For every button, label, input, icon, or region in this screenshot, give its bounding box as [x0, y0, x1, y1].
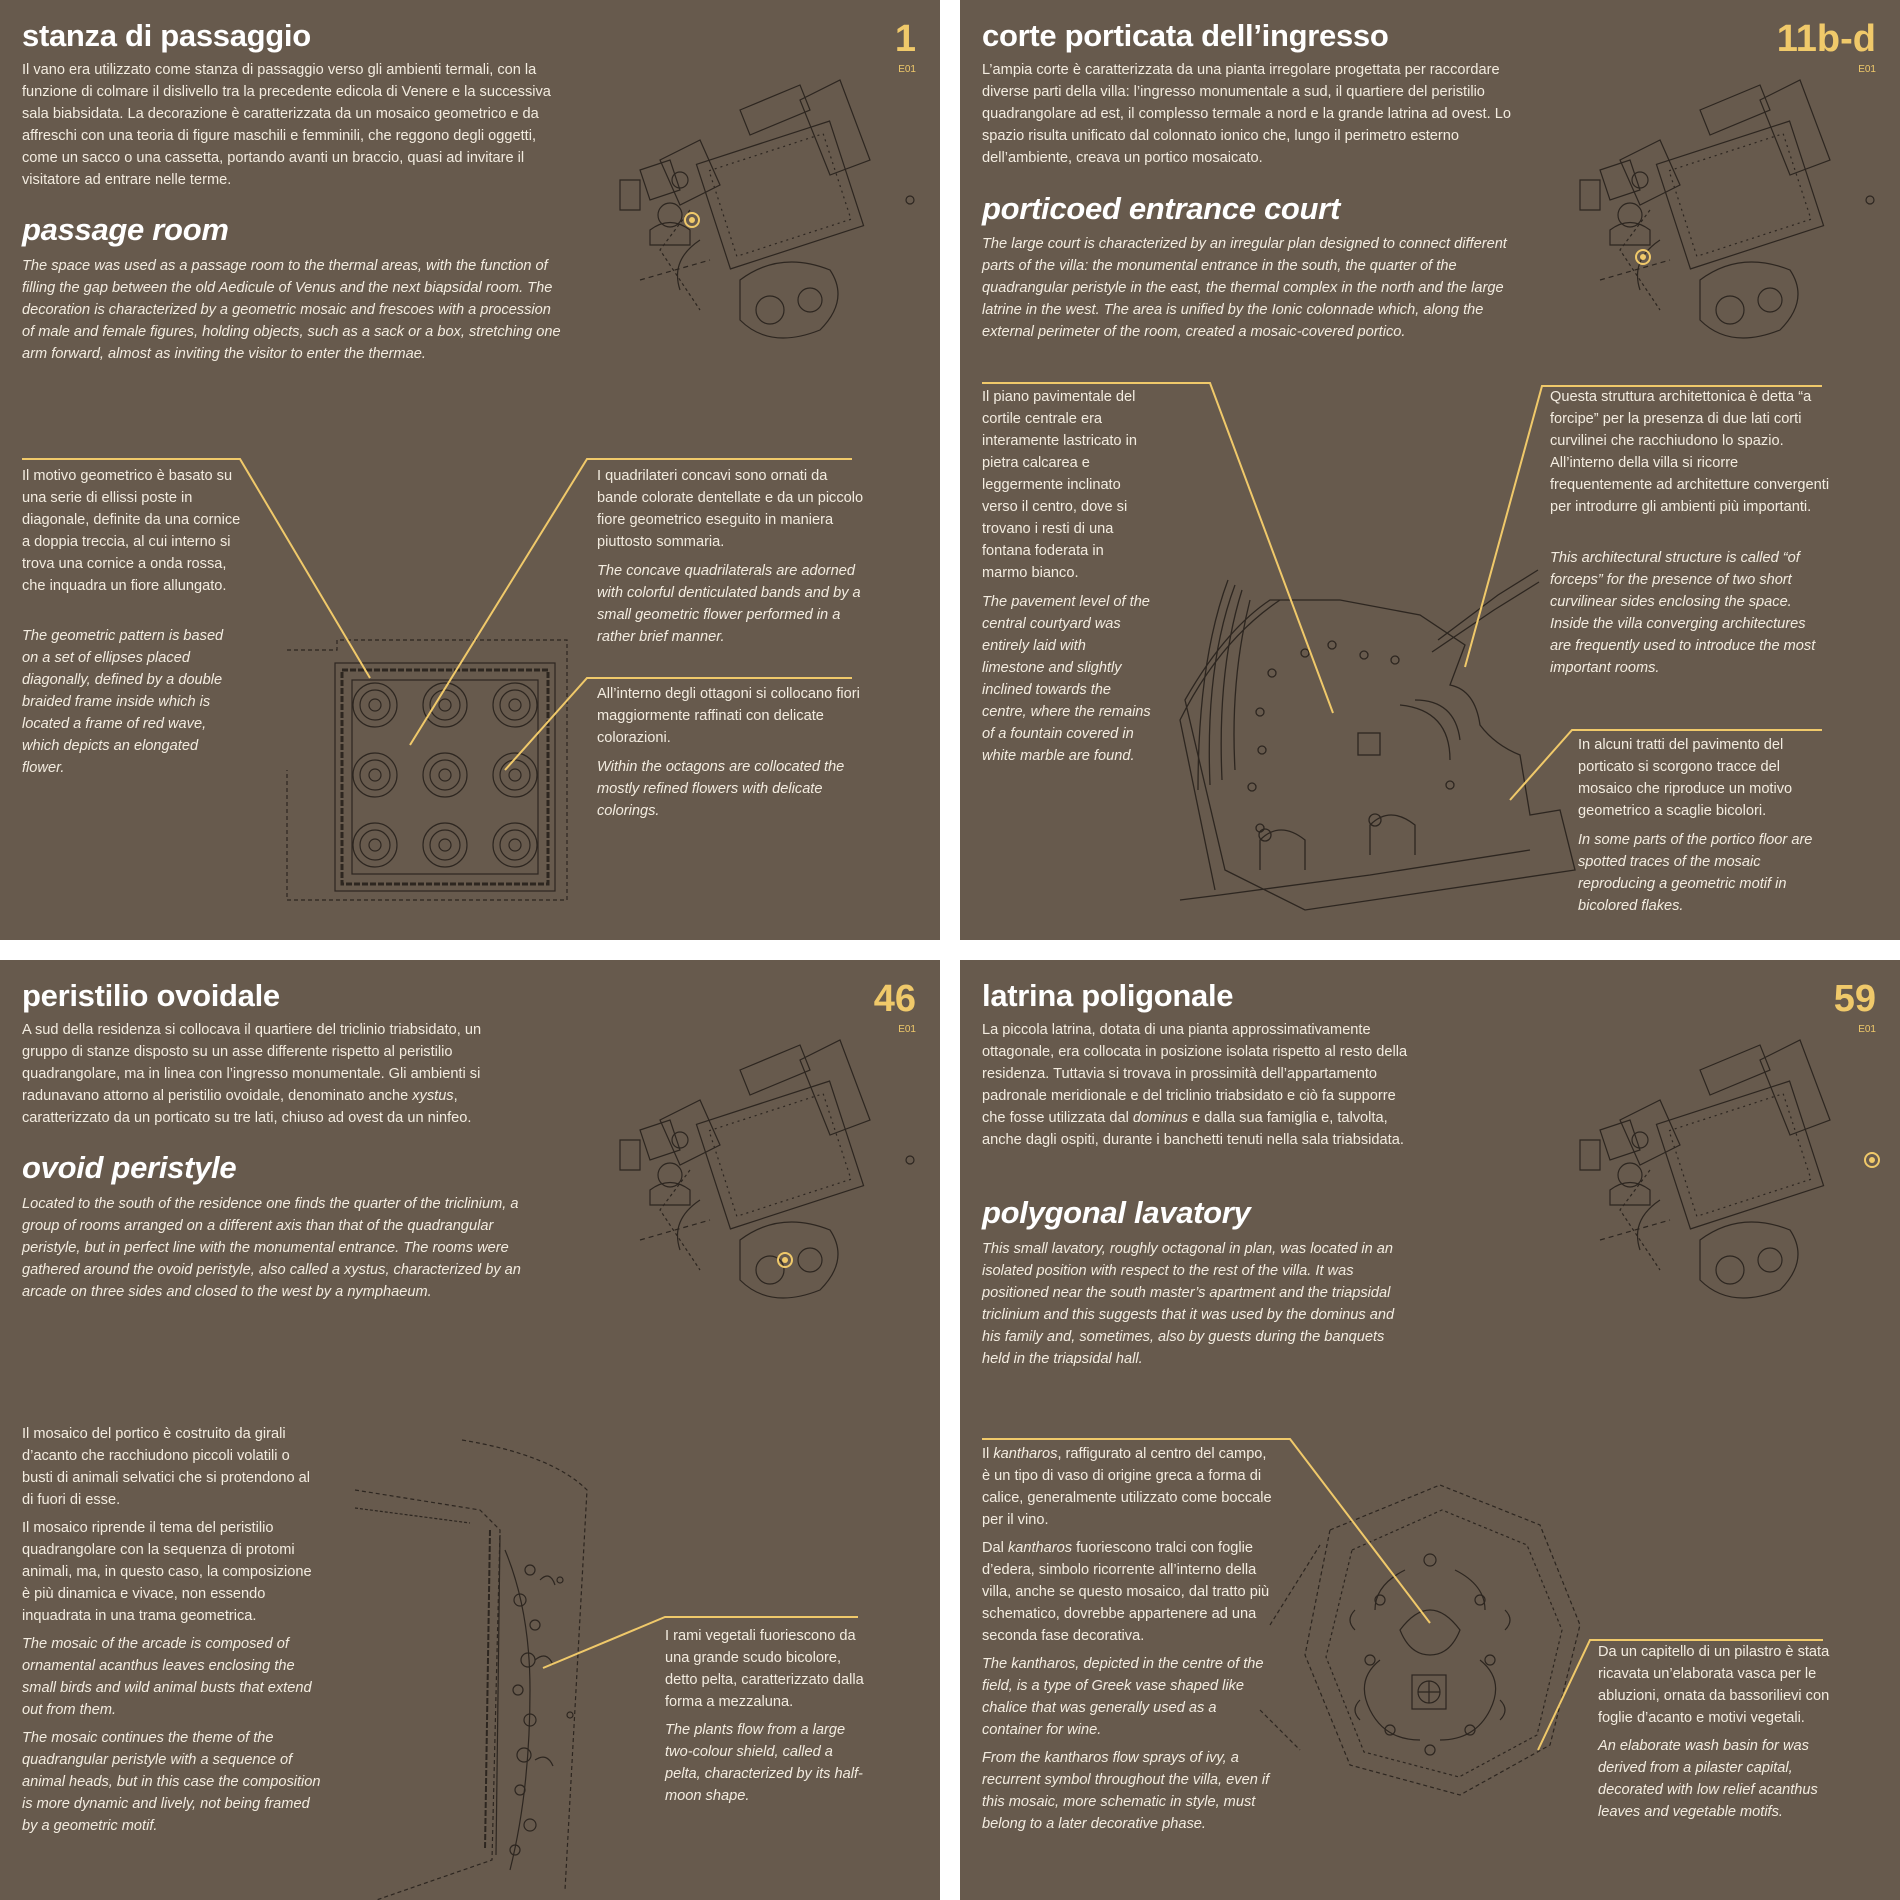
note-top-right-it: I quadrilateri concavi sono ornati da bande colorate dentellate e da un piccolo fiore geometrico eseguito in maniera piuttosto sommaria.	[597, 468, 864, 550]
room-number: 1	[894, 18, 916, 60]
note-bottom-right-en: Within the octagons are collocated the mostly refined flowers with delicate colorings.	[597, 759, 845, 819]
note-left-en: The geometric pattern is based on a set of ellipses placed diagonally, defined by a double braided frame inside which is located a frame of red wave, which depicts an elongated flower.	[22, 628, 224, 776]
note-left: Il kantharos, raffigurato al centro del campo, è un tipo di vaso di origine greca a forma di calice, generalmente utilizzato come boccale per il vino. Dal kantharos fuoriescono tralci con foglie d’edera, simbolo ricorrente all’interno della villa, anche se questo mosaico, dal tratto più schematico, dovrebbe appartenere ad una seconda fase decorativa. The kantharos, depicted in the centre of the field, is a type of Greek vase shaped like chalice that was generally used as a container for wine. From the kantharos flow sprays of ivy, a recurrent symbol throughout the villa, even if this mosaic, more schematic in style, must belong to a later decorative phase.	[982, 1446, 1272, 1832]
note-right: Da un capitello di un pilastro è stata ricavata un’elaborata vasca per le abluzioni, ornata da bassorilievi con foglie d’acanto e motivi vegetali. An elaborate wash basin for was derived from a pilaster capital, decorated with low relief acanthus leaves and vegetable motifs.	[1598, 1644, 1830, 1820]
panel-title-en: porticoed entrance court	[982, 191, 1340, 226]
description-en: Located to the south of the residence one finds the quarter of the triclinium, a group of rooms arranged on a different axis than that of the quadrangular peristyle, but in perfect line with the monumental entrance. The rooms were gathered around the ovoid peristyle, also called a xystus, characterized by an arcade on three sides and closed to the west by a nymphaeum.	[22, 1196, 521, 1300]
room-code: E01	[1858, 1024, 1876, 1035]
panel-title-en: polygonal lavatory	[982, 1195, 1251, 1230]
panel-ovoid-peristyle	[0, 960, 940, 1900]
note-right: I rami vegetali fuoriescono da una grande scudo bicolore, detto pelta, caratterizzato dalla forma a mezzaluna. The plants flow from a large two-colour shield, called a pelta, characterized by its half-moon shape.	[665, 1628, 864, 1804]
description-it: A sud della residenza si collocava il quartiere del triclinio triabsidato, un gruppo di stanze disposto su un asse differente rispetto al peristilio quadrangolare, ma in linea con l’ingresso monumentale. Gli ambienti si radunavano attorno al peristilio ovoidale, denominato anche xystus, caratterizzato da un porticato su tre lati, chiuso ad ovest da un ninfeo.	[22, 1022, 482, 1126]
description-it: Il vano era utilizzato come stanza di passaggio verso gli ambienti termali, con la funzione di colmare il dislivello tra la precedente edicola di Venere e la successiva sala biabsidata. La decorazione è caratterizzata da un mosaico geometrico e da affreschi con una teoria di figure maschili e femminili, che reggono degli oggetti, come un sacco o una cassetta, portando avanti un braccio, quasi ad invitare il visitatore ad entrare nelle terme.	[22, 62, 551, 188]
description-en: The space was used as a passage room to the thermal areas, with the function of filling the gap between the old Aedicule of Venus and the next biapsidal room. The decoration is characterized by a geometric mosaic and frescoes with a procession of male and female figures, holding objects, such as a sack or a box, stretching one arm forward, almost as inviting the visitor to enter the thermae.	[22, 258, 561, 362]
description-en: The large court is characterized by an irregular plan designed to connect different parts of the villa: the monumental entrance in the south, the quarter of the quadrangular peristyle in the east, the thermal complex in the north and the large latrine in the west. The area is unified by the Ionic colonnade which, along the external perimeter of the room, created a mosaic-covered portico.	[982, 236, 1507, 340]
panel-title-en: passage room	[22, 212, 229, 247]
note-bottom-right-en: In some parts of the portico floor are spotted traces of the mosaic reproducing a geometric motif in bicolored flakes.	[1578, 832, 1813, 914]
panel-title-it: corte porticata dell’ingresso	[982, 18, 1389, 53]
note-left-it: Il motivo geometrico è basato su una serie di ellissi poste in diagonale, definite da una cornice a doppia treccia, al cui interno si trova una cornice a onda rossa, che inquadra un fiore allungato.	[22, 468, 241, 594]
room-number: 46	[873, 978, 916, 1020]
note-bottom-right-it: In alcuni tratti del pavimento del porticato si scorgono tracce del mosaico che riproduce un motivo geometrico a scaglie bicolori.	[1578, 737, 1793, 819]
panel-title-it: peristilio ovoidale	[22, 978, 280, 1013]
description-en: This small lavatory, roughly octagonal in plan, was located in an isolated position with respect to the rest of the villa. It was positioned near the south master’s apartment and the triapsidal triclinium and this suggests that it was used by the dominus and his family and, sometimes, also by guests during the banquets held in the triapsidal hall.	[982, 1241, 1395, 1367]
note-top-right-en: The concave quadrilaterals are adorned with colorful denticulated bands and by a small geometric flower performed in a rather brief manner.	[597, 563, 861, 645]
panel-title-it: latrina poligonale	[982, 978, 1234, 1013]
room-code: E01	[898, 1024, 916, 1035]
panel-entrance-court	[960, 0, 1900, 940]
room-number: 11b-d	[1776, 18, 1876, 60]
note-top-right-en: This architectural structure is called “of forceps” for the presence of two short curvilinear sides enclosing the space. Inside the villa converging architectures are frequently used to introduce the most important rooms.	[1550, 550, 1816, 676]
note-bottom-right-it: All’interno degli ottagoni si collocano fiori maggiormente raffinati con delicate colorazioni.	[597, 686, 860, 746]
note-left-it: Il piano pavimentale del cortile centrale era interamente lastricato in pietra calcarea e leggermente inclinato verso il centro, dove si trovano i resti di una fontana foderata in marmo bianco.	[982, 389, 1137, 581]
note-left-en: The pavement level of the central courtyard was entirely laid with limestone and slightly inclined towards the centre, where the remains of a fountain covered in white marble are found.	[982, 594, 1151, 764]
room-code: E01	[898, 64, 916, 75]
callout-lines	[0, 0, 940, 940]
callout-lines	[0, 960, 940, 1900]
callout-lines	[960, 960, 1900, 1900]
panel-title-it: stanza di passaggio	[22, 18, 311, 53]
note-left: Il mosaico del portico è costruito da girali d’acanto che racchiudono piccoli volatili o busti di animali selvatici che si protendono al di fuori di esse. Il mosaico riprende il tema del peristilio quadrangolare con la sequenza di protomi animali, ma, in questo caso, la composizione è più dinamica e vivace, non essendo inquadrata in una trama geometrica. The mosaic of the arcade is composed of ornamental acanthus leaves enclosing the small birds and wild animal busts that extend out from them. The mosaic continues the theme of the quadrangular peristyle with a sequence of animal heads, but in this case the composition is more dynamic and lively, not being framed by a geometric motif.	[22, 1426, 321, 1834]
room-number: 59	[1833, 978, 1876, 1020]
panel-passage-room	[0, 0, 940, 940]
panel-title-en: ovoid peristyle	[22, 1150, 237, 1185]
description-it: L’ampia corte è caratterizzata da una pianta irregolare progettata per raccordare diverse parti della villa: l’ingresso monumentale a sud, il quartiere del peristilio quadrangolare ad est, il complesso termale a nord e la grande latrina ad ovest. Lo spazio risulta unificato dal colonnato ionico che, lungo il perimetro esterno dell’ambiente, creava un portico mosaicato.	[982, 62, 1511, 166]
room-code: E01	[1858, 64, 1876, 75]
panel-polygonal-lavatory	[960, 960, 1900, 1900]
callout-lines	[960, 0, 1900, 940]
description-it: La piccola latrina, dotata di una pianta approssimativamente ottagonale, era collocata in posizione isolata rispetto al resto della residenza. Tuttavia si trovava in prossimità dell’appartamento padronale meridionale e del triclinio triabsidato e ciò fa supporre che fosse utilizzata dal dominus e dalla sua famiglia e, talvolta, anche dagli ospiti, durante i banchetti tenuti nella sala triabsidata.	[982, 1022, 1408, 1148]
note-top-right-it: Questa struttura architettonica è detta “a forcipe” per la presenza di due lati corti curvilinei che racchiudono lo spazio. All’interno della villa si ricorre frequentemente ad architetture convergenti per introdurre gli ambienti più importanti.	[1550, 389, 1830, 515]
